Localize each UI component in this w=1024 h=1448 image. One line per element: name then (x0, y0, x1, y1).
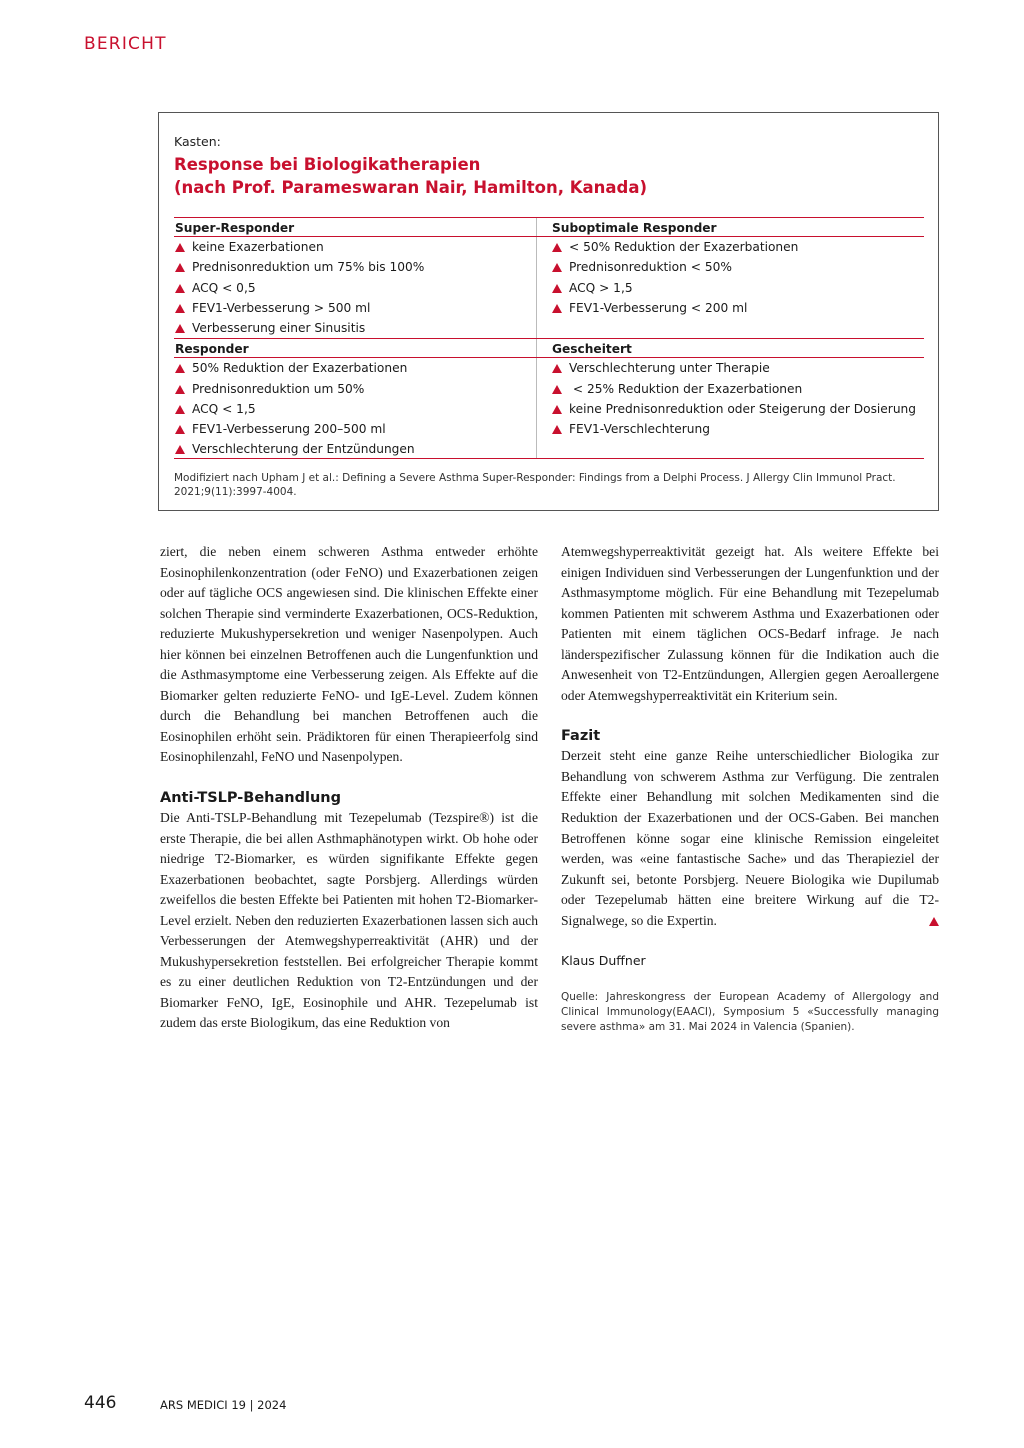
column-heading: Responder (175, 342, 249, 357)
table-row (174, 379, 924, 399)
table-cell (174, 399, 536, 419)
list-item-text: ACQ < 1,5 (192, 401, 256, 416)
paragraph (561, 746, 939, 931)
list-item-text: Verschlechterung der Entzündungen (192, 442, 415, 457)
table-row (174, 439, 924, 459)
list-item-text: FEV1-Verschlechterung (569, 421, 710, 436)
bullet-triangle-icon (552, 425, 562, 434)
paragraph: Atemwegshyperreaktivität gezeigt hat. Als weitere Effekte bei einigen Individuen sind Verbesserungen der Lungenfunktion und der Asthmasymptome möglich. Für eine Behandlung mit Tezepelumab kommen Patienten mit schwerem Asthma und Exazerbationen oder Patienten mit einem täglichen OCS-Bedarf infrage. Je nach länderspezifischer Zulassung können für die Indikation auch die Anwesenheit von T2-Entzündungen, Allergien gegen Aeroallergene oder Atemwegshyperreaktivität ein Kriterium sein. (561, 544, 939, 703)
section-label: BERICHT (84, 34, 167, 54)
bullet-triangle-icon (175, 445, 185, 454)
table-cell (174, 237, 536, 257)
table-cell (174, 298, 536, 318)
table-row (174, 298, 924, 318)
list-item-text: FEV1-Verbesserung < 200 ml (569, 300, 748, 315)
page-number: 446 (84, 1393, 117, 1413)
table-cell (536, 358, 924, 378)
box-title-line2: (nach Prof. Parameswaran Nair, Hamilton, Kanada) (174, 178, 647, 197)
responder-table (174, 217, 924, 459)
column-heading: Gescheitert (536, 339, 924, 357)
end-triangle-icon (929, 917, 939, 926)
list-item-text: Prednisonreduktion < 50% (569, 260, 732, 275)
table-heading-row (174, 338, 924, 358)
section-heading: Fazit (561, 728, 601, 745)
info-box (158, 112, 939, 511)
table-row (174, 257, 924, 277)
bullet-triangle-icon (552, 304, 562, 313)
article-column-left (160, 542, 538, 1034)
box-title-line1: Response bei Biologikatherapien (174, 155, 481, 174)
bullet-triangle-icon (175, 385, 185, 394)
list-item-text: Prednisonreduktion um 50% (192, 381, 365, 396)
list-item-text: ACQ < 0,5 (192, 280, 256, 295)
box-source: Modifiziert nach Upham J et al.: Defining a Severe Asthma Super-Responder: Findings from a Delphi Process. J Allergy Clin Immunol Pract. 2021;9(11):3997-4004. (174, 472, 896, 498)
table-cell (174, 318, 536, 338)
table-cell (536, 399, 924, 419)
list-item-text: Verschlechterung unter Therapie (569, 361, 770, 376)
column-heading: Suboptimale Responder (536, 218, 924, 236)
table-cell (536, 257, 924, 277)
table-cell (536, 419, 924, 439)
bullet-triangle-icon (175, 243, 185, 252)
box-title (174, 153, 647, 199)
table-row (174, 419, 924, 439)
article-source: Quelle: Jahreskongress der European Academy of Allergology and Clinical Immunology(EAACI), Symposium 5 «Successfully managing severe asthma» am 31. Mai 2024 in Valencia (Spanien). (561, 990, 939, 1033)
bullet-triangle-icon (175, 425, 185, 434)
table-cell (174, 358, 536, 378)
table-heading-row (174, 217, 924, 237)
list-item-text: ACQ > 1,5 (569, 280, 633, 295)
table-cell (536, 278, 924, 298)
bullet-triangle-icon (175, 284, 185, 293)
table-cell (174, 439, 536, 458)
bullet-triangle-icon (175, 405, 185, 414)
bullet-triangle-icon (175, 364, 185, 373)
list-item-text: keine Exazerbationen (192, 240, 324, 255)
bullet-triangle-icon (552, 364, 562, 373)
conclusion-text: Derzeit steht eine ganze Reihe unterschiedlicher Biologika zur Behandlung von schwerem Asthma zur Verfügung. Die zentralen Effekte einer Behandlung mit solchen Medikamenten sind die Reduktion der Exazerbationen und der OCS-Gaben. Bei manchen Betroffenen könne sogar eine klinische Remission eingeleitet werden, was «eine fantastische Sache» und das Therapieziel der Zukunft sei, betonte Porsbjerg. Neuere Biologika wie Dupilumab oder Tezepelumab hätten eine breitere Wirkung auf die T2-Signalwege, so die Expertin. (561, 748, 939, 928)
table-row (174, 318, 924, 338)
table-row (174, 358, 924, 378)
table-cell (174, 278, 536, 298)
bullet-triangle-icon (552, 243, 562, 252)
table-cell (174, 379, 536, 399)
table-row (174, 237, 924, 257)
section-heading: Anti-TSLP-Behandlung (160, 790, 341, 807)
list-item-text: FEV1-Verbesserung 200–500 ml (192, 421, 386, 436)
table-cell (536, 318, 924, 338)
author: Klaus Duffner (561, 953, 646, 969)
article-column-right (561, 542, 939, 1035)
bullet-triangle-icon (175, 263, 185, 272)
bullet-triangle-icon (175, 304, 185, 313)
list-item-text: FEV1-Verbesserung > 500 ml (192, 300, 371, 315)
table-cell (536, 298, 924, 318)
paragraph: Die Anti-TSLP-Behandlung mit Tezepelumab (Tezspire®) ist die erste Therapie, die bei allen Asthmaphänotypen wirkt. Ob hohe oder niedrige T2-Biomarker, es würden signifikante Effekte gegen Exazerbationen beobachtet, sagte Porsbjerg. Allerdings würden zweifellos die besten Effekte bei Patienten mit hohen T2-Biomarker-Level erzielt. Neben den reduzierten Exazerbationen lassen sich auch Verbesserungen der Atemwegshyperreaktivität (AHR) und der Mukushypersekretion feststellen. Bei erfolgreicher Therapie kommt es zu einer deutlichen Reduktion von T2-Entzündungen und der Biomarker FeNO, IgE, Eosinophile und AHR. Tezepelumab ist zudem das erste Biologikum, das eine Reduktion von (160, 810, 538, 1031)
journal-name: ARS MEDICI 19 | 2024 (160, 1398, 287, 1412)
table-cell (174, 419, 536, 439)
list-item-text: < 50% Reduktion der Exazerbationen (569, 240, 799, 255)
list-item-text: Prednisonreduktion um 75% bis 100% (192, 260, 425, 275)
list-item-text: < 25% Reduktion der Exazerbationen (569, 381, 803, 396)
table-row (174, 278, 924, 298)
table-cell (536, 237, 924, 257)
table-row (174, 399, 924, 419)
bullet-triangle-icon (552, 263, 562, 272)
bullet-triangle-icon (552, 385, 562, 394)
bullet-triangle-icon (175, 324, 185, 333)
list-item-text: Verbesserung einer Sinusitis (192, 320, 366, 335)
table-cell (536, 379, 924, 399)
bullet-triangle-icon (552, 284, 562, 293)
table-cell (174, 257, 536, 277)
list-item-text: 50% Reduktion der Exazerbationen (192, 361, 408, 376)
table-cell (536, 439, 924, 458)
paragraph: ziert, die neben einem schweren Asthma entweder erhöhte Eosinophilenkonzentration (oder FeNO) und Exazerbationen zeigen oder auf tägliche OCS angewiesen sind. Die klinischen Effekte einer solchen Therapie sind verminderte Exazerbationen, OCS-Reduktion, reduzierte Mukushypersekretion und weniger Nasenpolypen. Auch hier können bei einzelnen Betroffenen auch die Lungenfunktion und die Asthmasymptome eine Verbesserung zeigen. Als Effekte auf die Biomarker gelten reduzierte FeNO- und IgE-Level. Zudem können durch die Behandlung bei manchen Betroffenen auch die Eosinophilen erhöht sein. Prädiktoren für einen Therapieerfolg sind Eosinophilenzahl, FeNO und Nasenpolypen. (160, 544, 538, 765)
box-label: Kasten: (174, 134, 221, 149)
column-heading: Super-Responder (175, 221, 295, 235)
bullet-triangle-icon (552, 405, 562, 414)
list-item-text: keine Prednisonreduktion oder Steigerung der Dosierung (569, 401, 917, 416)
